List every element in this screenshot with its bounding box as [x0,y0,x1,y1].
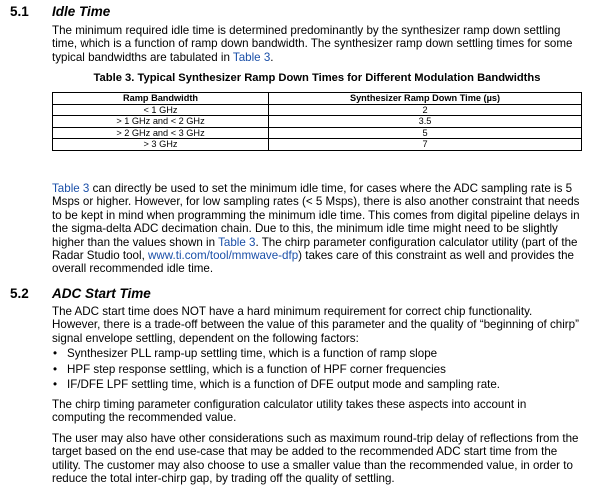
list-item-text: HPF step response settling, which is a function of HPF corner frequencies [67,362,446,376]
table-row [53,127,582,139]
table-cell: 7 [269,139,582,151]
table-header-row [53,93,582,105]
bullet-icon: • [53,347,58,360]
section-number: 5.1 [10,4,29,19]
table-cell: 5 [269,127,582,139]
column-header-ramp-down-time: Synthesizer Ramp Down Time (µs) [269,93,582,105]
paragraph-text: The minimum required idle time is determined predominantly by the synthesizer ramp down settling time, which is a function of ramp down bandwidth. The synthesizer ramp down settling times for some typical bandwidths are tabulated in [52,24,573,64]
table-row [53,116,582,128]
paragraph-text: can directly be used to set the minimum idle time, for cases where the ADC sampling rate is 5 Msps or higher. However, for low sampling rates (< 5 Msps), there is also another constraint that needs to be kept in mind when programming the minimum idle time. This comes from digital pipeline delays in the sigma-delta ADC decimation chain. Due to this, the minimum idle time might need to be slightly higher than the values shown in [52,182,580,249]
section-title: ADC Start Time [52,286,151,301]
mmwave-dfp-link[interactable]: www.ti.com/tool/mmwave-dfp [148,249,299,263]
table-cell: > 1 GHz and < 2 GHz [53,116,269,128]
idle-time-detail-paragraph [52,182,582,276]
list-item-text: Synthesizer PLL ramp-up settling time, which is a function of ramp slope [67,347,438,360]
table-3-link[interactable]: Table 3 [232,50,271,64]
settling-factors-list [52,346,582,393]
bullet-icon: • [53,362,58,376]
list-item-text: IF/DFE LPF settling time, which is a function of DFE output mode and sampling rate. [67,378,501,391]
user-considerations-paragraph: The user may also have other considerations such as maximum round-trip delay of reflections from the target based on the end use-case that may be added to the recommended ADC start time from the utility. The customer may also choose to use a smaller value than the recommended value, in order to reduce the total inter-chirp gap, by trading off the quality of settling. [52,432,579,486]
column-header-ramp-bandwidth: Ramp Bandwidth [53,93,269,105]
section-heading-adc-start-time [10,286,151,301]
section-title: Idle Time [52,4,111,19]
table-3-link[interactable]: Table 3 [52,182,90,195]
section-heading-idle-time [10,4,110,19]
table-cell: 3.5 [269,116,582,128]
paragraph-text: ) takes care of this constraint as well and provides the overall recommended idle time. [52,249,574,276]
ramp-down-times-table [52,92,582,151]
calculator-utility-paragraph: The chirp timing parameter configuration calculator utility takes these aspects into account in computing the recommended value. [52,398,527,425]
paragraph-text: . The chirp parameter configuration calculator utility (part of the Radar Studio tool, [52,235,578,263]
list-item [52,362,582,378]
table-row [53,104,582,116]
table-3-link[interactable]: Table 3 [218,235,256,249]
table-cell: 2 [269,104,582,116]
list-item [52,377,582,393]
table-cell: < 1 GHz [53,104,269,116]
table-cell: > 3 GHz [53,139,269,151]
bullet-icon: • [53,378,58,391]
table-cell: > 2 GHz and < 3 GHz [53,127,269,139]
table-row [53,139,582,151]
list-item [52,346,582,362]
table-caption: Table 3. Typical Synthesizer Ramp Down Times for Different Modulation Bandwidths [93,72,541,84]
adc-start-intro-paragraph: The ADC start time does NOT have a hard minimum requirement for correct chip functionality. However, there is a trade-off between the value of this parameter and the quality of “beginning of chirp” signal envelope settling, dependent on the following factors: [52,305,579,345]
idle-time-intro-paragraph [52,24,582,64]
section-number: 5.2 [10,286,29,301]
paragraph-text: . [270,50,274,64]
